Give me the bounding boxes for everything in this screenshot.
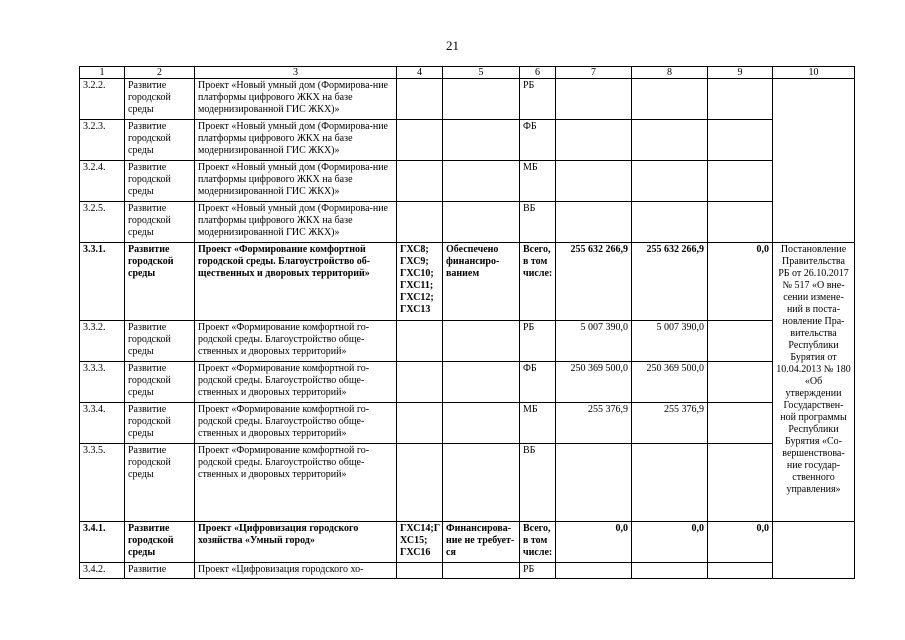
table-row	[80, 444, 855, 522]
row-value-7	[556, 202, 632, 243]
row-value-8	[632, 202, 708, 243]
row-source: РБ	[520, 321, 556, 362]
row-status	[443, 321, 520, 362]
row-status	[443, 563, 520, 579]
row-value-9	[708, 444, 773, 522]
row-id: 3.4.1.	[80, 522, 125, 563]
row-project: Проект «Формирование комфортной го-родской среды. Благоустройство обще-ственных и дворовых территорий»	[195, 362, 397, 403]
row-status	[443, 120, 520, 161]
row-area: Развитие городской среды	[125, 321, 195, 362]
row-status	[443, 444, 520, 522]
row-id: 3.3.4.	[80, 403, 125, 444]
row-project: Проект «Новый умный дом (Формирова-ние платформы цифрового ЖКХ на базе модернизированной ГИС ЖКХ)»	[195, 161, 397, 202]
row-value-9	[708, 79, 773, 120]
row-project: Проект «Цифровизация городского хозяйства «Умный город»	[195, 522, 397, 563]
row-area: Развитие городской среды	[125, 444, 195, 522]
row-project: Проект «Формирование комфортной городской среды. Благоустройство об-щественных и дворовых территорий»	[195, 243, 397, 321]
table-row	[80, 362, 855, 403]
row-id: 3.3.1.	[80, 243, 125, 321]
row-value-9	[708, 362, 773, 403]
row-value-8	[632, 161, 708, 202]
row-value-9: 0,0	[708, 243, 773, 321]
row-status	[443, 79, 520, 120]
table-row-total	[80, 522, 855, 563]
row-note-empty	[773, 522, 855, 579]
col-header: 4	[397, 67, 443, 79]
row-area: Развитие городской среды	[125, 161, 195, 202]
row-value-8: 250 369 500,0	[632, 362, 708, 403]
row-area: Развитие городской среды	[125, 362, 195, 403]
row-source: Всего, в том числе:	[520, 522, 556, 563]
row-value-7	[556, 161, 632, 202]
row-source: ВБ	[520, 444, 556, 522]
row-status	[443, 161, 520, 202]
col-header: 2	[125, 67, 195, 79]
row-source: Всего, в том числе:	[520, 243, 556, 321]
row-project: Проект «Новый умный дом (Формирова-ние платформы цифрового ЖКХ на базе модернизированной ГИС ЖКХ)»	[195, 202, 397, 243]
row-area: Развитие городской среды	[125, 120, 195, 161]
row-status	[443, 202, 520, 243]
row-codes	[397, 202, 443, 243]
row-value-9	[708, 161, 773, 202]
row-project: Проект «Формирование комфортной го-родской среды. Благоустройство обще-ственных и дворовых территорий»	[195, 444, 397, 522]
row-value-8: 0,0	[632, 522, 708, 563]
row-codes: ГХС14;Г ХС15; ГХС16	[397, 522, 443, 563]
row-id: 3.3.3.	[80, 362, 125, 403]
row-value-9	[708, 120, 773, 161]
row-source: МБ	[520, 403, 556, 444]
row-source: РБ	[520, 563, 556, 579]
row-area: Развитие	[125, 563, 195, 579]
row-codes	[397, 79, 443, 120]
col-header: 6	[520, 67, 556, 79]
row-codes	[397, 362, 443, 403]
row-status: Обеспечено финансиро-ванием	[443, 243, 520, 321]
row-value-8	[632, 120, 708, 161]
row-value-9	[708, 403, 773, 444]
row-codes	[397, 403, 443, 444]
row-status	[443, 362, 520, 403]
col-header: 9	[708, 67, 773, 79]
row-value-7: 250 369 500,0	[556, 362, 632, 403]
col-header: 1	[80, 67, 125, 79]
row-value-7: 5 007 390,0	[556, 321, 632, 362]
budget-table	[79, 66, 855, 579]
col-header: 10	[773, 67, 855, 79]
row-codes: ГХС8; ГХС9; ГХС10; ГХС11; ГХС12; ГХС13	[397, 243, 443, 321]
row-value-9	[708, 563, 773, 579]
row-source: ФБ	[520, 120, 556, 161]
table-row	[80, 321, 855, 362]
row-value-8	[632, 79, 708, 120]
row-value-8: 255 632 266,9	[632, 243, 708, 321]
row-codes	[397, 161, 443, 202]
row-value-7	[556, 563, 632, 579]
row-value-8	[632, 563, 708, 579]
row-id: 3.4.2.	[80, 563, 125, 579]
row-id: 3.2.2.	[80, 79, 125, 120]
table-row	[80, 79, 855, 120]
row-status	[443, 403, 520, 444]
row-area: Развитие городской среды	[125, 79, 195, 120]
row-value-9	[708, 321, 773, 362]
row-value-7: 255 632 266,9	[556, 243, 632, 321]
col-header: 3	[195, 67, 397, 79]
col-header: 7	[556, 67, 632, 79]
row-codes	[397, 321, 443, 362]
row-codes	[397, 120, 443, 161]
row-area: Развитие городской среды	[125, 243, 195, 321]
row-value-7	[556, 79, 632, 120]
row-area: Развитие городской среды	[125, 403, 195, 444]
row-value-9	[708, 202, 773, 243]
row-project: Проект «Формирование комфортной го-родской среды. Благоустройство обще-ственных и дворовых территорий»	[195, 321, 397, 362]
row-project: Проект «Новый умный дом (Формирова-ние платформы цифрового ЖКХ на базе модернизированной ГИС ЖКХ)»	[195, 79, 397, 120]
row-value-8: 5 007 390,0	[632, 321, 708, 362]
row-id: 3.3.2.	[80, 321, 125, 362]
row-id: 3.2.5.	[80, 202, 125, 243]
row-value-7: 0,0	[556, 522, 632, 563]
row-status: Финансирова-ние не требует-ся	[443, 522, 520, 563]
row-id: 3.2.4.	[80, 161, 125, 202]
row-value-7: 255 376,9	[556, 403, 632, 444]
row-source: МБ	[520, 161, 556, 202]
row-source: ВБ	[520, 202, 556, 243]
row-codes	[397, 563, 443, 579]
table-row	[80, 120, 855, 161]
table-row	[80, 161, 855, 202]
column-numbers-row	[80, 67, 855, 79]
row-note-empty	[773, 79, 855, 243]
row-area: Развитие городской среды	[125, 522, 195, 563]
row-value-7	[556, 444, 632, 522]
table-row	[80, 563, 855, 579]
row-source: РБ	[520, 79, 556, 120]
row-value-8: 255 376,9	[632, 403, 708, 444]
row-value-9: 0,0	[708, 522, 773, 563]
row-source: ФБ	[520, 362, 556, 403]
col-header: 5	[443, 67, 520, 79]
table-row	[80, 202, 855, 243]
table-row	[80, 403, 855, 444]
row-project: Проект «Цифровизация городского хо-	[195, 563, 397, 579]
row-value-8	[632, 444, 708, 522]
table-row-total	[80, 243, 855, 321]
page-number: 21	[446, 38, 459, 53]
row-area: Развитие городской среды	[125, 202, 195, 243]
row-project: Проект «Формирование комфортной го-родской среды. Благоустройство обще-ственных и дворовых территорий»	[195, 403, 397, 444]
row-codes	[397, 444, 443, 522]
col-header: 8	[632, 67, 708, 79]
row-id: 3.3.5.	[80, 444, 125, 522]
row-id: 3.2.3.	[80, 120, 125, 161]
row-project: Проект «Новый умный дом (Формирова-ние платформы цифрового ЖКХ на базе модернизированной ГИС ЖКХ)»	[195, 120, 397, 161]
row-note-resolution: Постановление Правительства РБ от 26.10.2017 № 517 «О вне-сении измене-ний в поста-новление Пра-вительства Республики Бурятия от 10.04.2013 № 180 «Об утверждении Государствен-ной программы Республики Бурятия «Со-вершенствова-ние государ-ственного управления»	[773, 243, 855, 522]
row-value-7	[556, 120, 632, 161]
